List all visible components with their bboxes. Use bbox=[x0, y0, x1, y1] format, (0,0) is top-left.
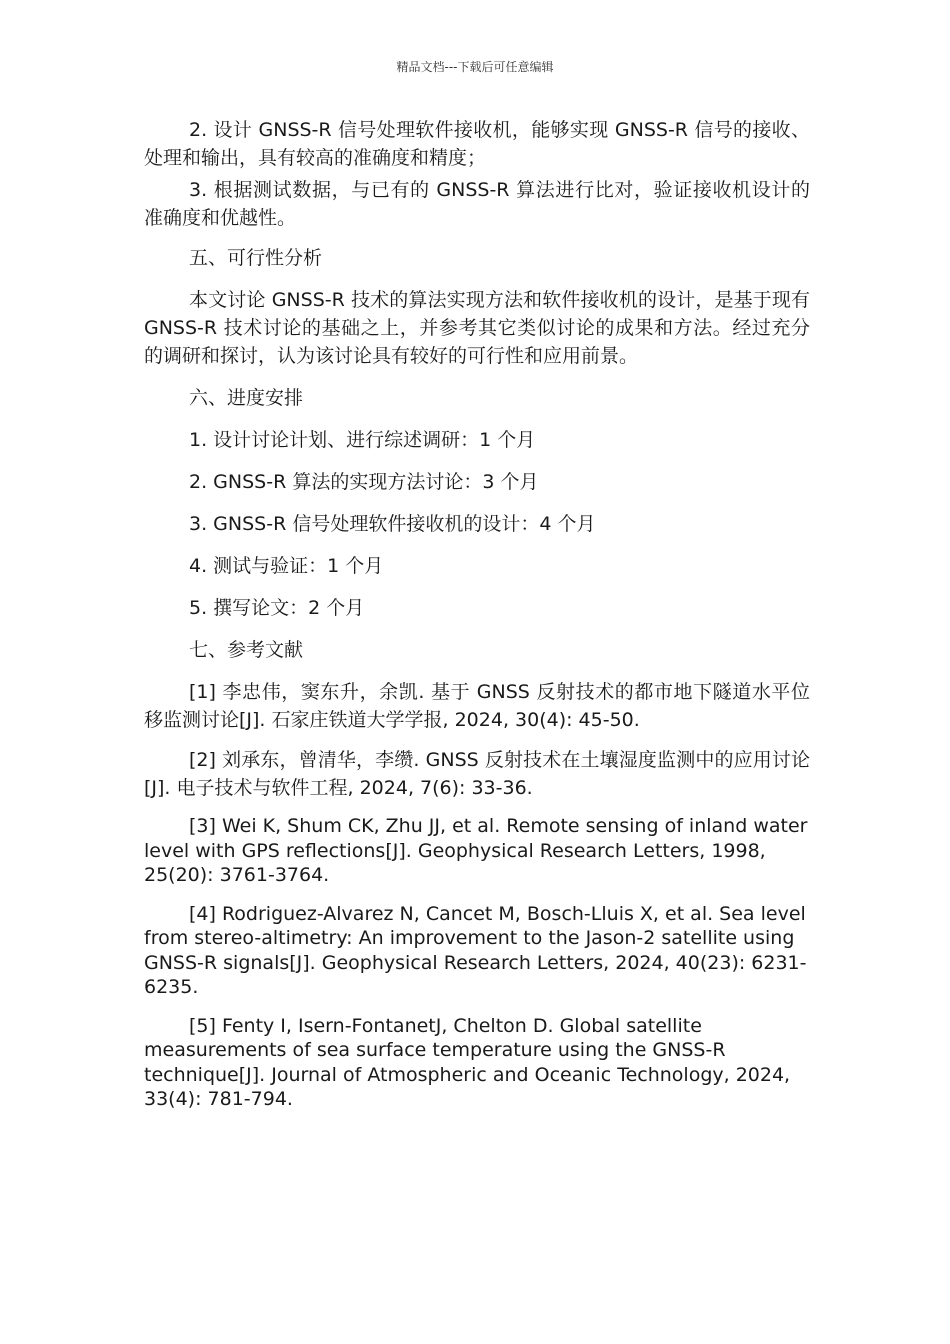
schedule-item: 2. GNSS-R 算法的实现方法讨论：3 个月 bbox=[189, 471, 539, 493]
reference-item: [5] Fenty I, Isern-FontanetJ, Chelton D. Global satellite measurements of sea surface temperature using the GNSS-R technique[J]. Journal of Atmospheric and Oceanic Technology, 2024, 33(4): 781-794. bbox=[144, 1014, 791, 1110]
feasibility-body: 本文讨论 GNSS-R 技术的算法实现方法和软件接收机的设计，是基于现有 GNSS-R 技术讨论的基础之上，并参考其它类似讨论的成果和方法。经过充分的调研和探讨，认为该讨论具有较好的可行性和应用前景。 bbox=[144, 289, 810, 367]
goal-item-3: 3. 根据测试数据，与已有的 GNSS-R 算法进行比对，验证接收机设计的准确度和优越性。 bbox=[144, 179, 810, 229]
schedule-item: 3. GNSS-R 信号处理软件接收机的设计：4 个月 bbox=[189, 513, 596, 535]
goal-item-2: 2. 设计 GNSS-R 信号处理软件接收机，能够实现 GNSS-R 信号的接收、处理和输出，具有较高的准确度和精度； bbox=[144, 119, 810, 169]
document-body bbox=[144, 116, 810, 1112]
schedule-item: 1. 设计讨论计划、进行综述调研：1 个月 bbox=[189, 429, 536, 451]
reference-item: [4] Rodriguez-Alvarez N, Cancet M, Bosch-Lluis X, et al. Sea level from stereo-altimetry: An improvement to the Jason-2 satellite using GNSS-R signals[J]. Geophysical Research Letters, 2024, 40(23): 6231-6235. bbox=[144, 902, 807, 998]
schedule-item: 5. 撰写论文：2 个月 bbox=[189, 597, 365, 619]
schedule-heading: 六、进度安排 bbox=[189, 387, 304, 409]
references-heading: 七、参考文献 bbox=[189, 639, 304, 661]
reference-item: [3] Wei K, Shum CK, Zhu JJ, et al. Remote sensing of inland water level with GPS reflections[J]. Geophysical Research Letters, 1998, 25(20): 3761-3764. bbox=[144, 815, 808, 886]
schedule-item: 4. 测试与验证：1 个月 bbox=[189, 555, 384, 577]
feasibility-heading: 五、可行性分析 bbox=[189, 247, 323, 269]
reference-item: [2] 刘承东，曾清华，李缵. GNSS 反射技术在土壤湿度监测中的应用讨论[J]. 电子技术与软件工程, 2024, 7(6): 33-36. bbox=[144, 749, 810, 799]
reference-item: [1] 李忠伟，窦东升，余凯. 基于 GNSS 反射技术的都市地下隧道水平位移监测讨论[J]. 石家庄铁道大学学报, 2024, 30(4): 45-50. bbox=[144, 681, 810, 731]
page-header-watermark: 精品文档---下载后可任意编辑 bbox=[396, 60, 554, 74]
